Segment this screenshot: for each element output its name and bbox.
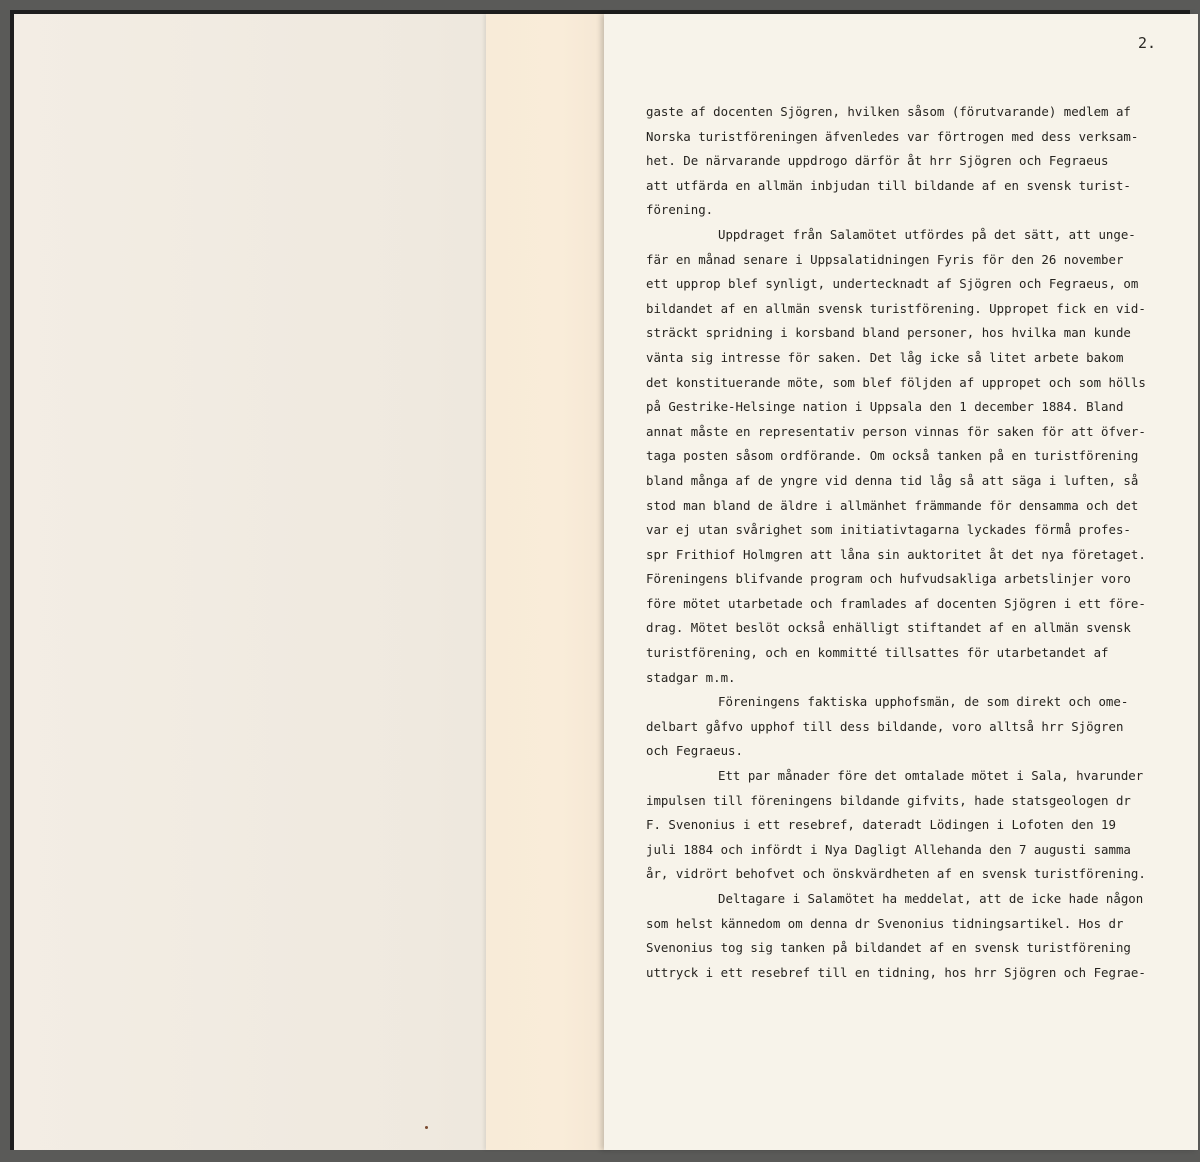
text-line: fär en månad senare i Uppsalatidningen Fyris för den 26 november bbox=[646, 251, 1124, 267]
text-line: före mötet utarbetade och framlades af docenten Sjögren i ett före- bbox=[646, 595, 1146, 611]
text-line: drag. Mötet beslöt också enhälligt stiftandet af en allmän svensk bbox=[646, 620, 1131, 636]
text-line: Föreningens blifvande program och hufvudsakliga arbetslinjer voro bbox=[646, 571, 1131, 587]
text-line: taga posten såsom ordförande. Om också tanken på en turistförening bbox=[646, 448, 1139, 464]
text-line: juli 1884 och infördt i Nya Dagligt Allehanda den 7 augusti samma bbox=[646, 841, 1131, 857]
text-line: Svenonius tog sig tanken på bildandet af en svensk turistförening bbox=[646, 940, 1131, 956]
text-line: som helst kännedom om denna dr Svenonius tidningsartikel. Hos dr bbox=[646, 915, 1124, 931]
text-line: år, vidrört behofvet och önskvärdheten af en svensk turistförening. bbox=[646, 866, 1146, 882]
text-line: det konstituerande möte, som blef följden af uppropet och som hölls bbox=[646, 374, 1146, 390]
text-line: vänta sig intresse för saken. Det låg icke så litet arbete bakom bbox=[646, 349, 1124, 365]
text-line: F. Svenonius i ett resebref, dateradt Lödingen i Lofoten den 19 bbox=[646, 817, 1116, 833]
text-line: stod man bland de äldre i allmänhet främmande för densamma och det bbox=[646, 497, 1139, 513]
text-line: gaste af docenten Sjögren, hvilken såsom (förutvarande) medlem af bbox=[646, 104, 1131, 119]
text-line: Ett par månader före det omtalade mötet i Sala, hvarunder bbox=[718, 768, 1144, 784]
text-line: Deltagare i Salamötet ha meddelat, att de icke hade någon bbox=[718, 891, 1144, 906]
text-line: impulsen till föreningens bildande gifvits, hade statsgeologen dr bbox=[646, 792, 1131, 808]
text-line: ett upprop blef synligt, undertecknadt af Sjögren och Fegraeus, om bbox=[646, 276, 1139, 292]
text-line: spr Frithiof Holmgren att låna sin auktoritet åt det nya företaget. bbox=[646, 546, 1146, 562]
text-line: bland många af de yngre vid denna tid låg så att säga i luften, så bbox=[646, 472, 1139, 488]
text-line: sträckt spridning i korsband bland personer, hos hvilka man kunde bbox=[646, 325, 1131, 341]
text-line: uttryck i ett resebref till en tidning, hos hrr Sjögren och Fegrae- bbox=[646, 964, 1146, 980]
text-line: annat måste en representativ person vinnas för saken för att öfver- bbox=[646, 423, 1146, 439]
text-line: het. De närvarande uppdrogo därför åt hrr Sjögren och Fegraeus bbox=[646, 153, 1109, 169]
text-line: att utfärda en allmän inbjudan till bildande af en svensk turist- bbox=[646, 177, 1131, 193]
typed-body-text bbox=[646, 100, 1186, 985]
text-line: Uppdraget från Salamötet utfördes på det sätt, att unge- bbox=[718, 226, 1136, 242]
text-line: bildandet af en allmän svensk turistförening. Uppropet fick en vid- bbox=[646, 300, 1146, 316]
middle-paper-strip bbox=[486, 14, 612, 1150]
text-line: på Gestrike-Helsinge nation i Uppsala den 1 december 1884. Bland bbox=[646, 399, 1124, 415]
paper-speck bbox=[425, 1126, 428, 1129]
text-line: förening. bbox=[646, 202, 714, 218]
text-line: stadgar m.m. bbox=[646, 669, 736, 685]
page-number: 2. bbox=[1138, 34, 1157, 52]
text-line: och Fegraeus. bbox=[646, 743, 743, 759]
text-line: Föreningens faktiska upphofsmän, de som direkt och ome- bbox=[718, 694, 1129, 710]
text-line: var ej utan svårighet som initiativtagarna lyckades förmå profes- bbox=[646, 522, 1131, 538]
text-line: turistförening, och en kommitté tillsattes för utarbetandet af bbox=[646, 645, 1109, 661]
text-line: Norska turistföreningen äfvenledes var förtrogen med dess verksam- bbox=[646, 128, 1139, 144]
text-line: delbart gåfvo upphof till dess bildande, voro alltså hrr Sjögren bbox=[646, 718, 1124, 734]
